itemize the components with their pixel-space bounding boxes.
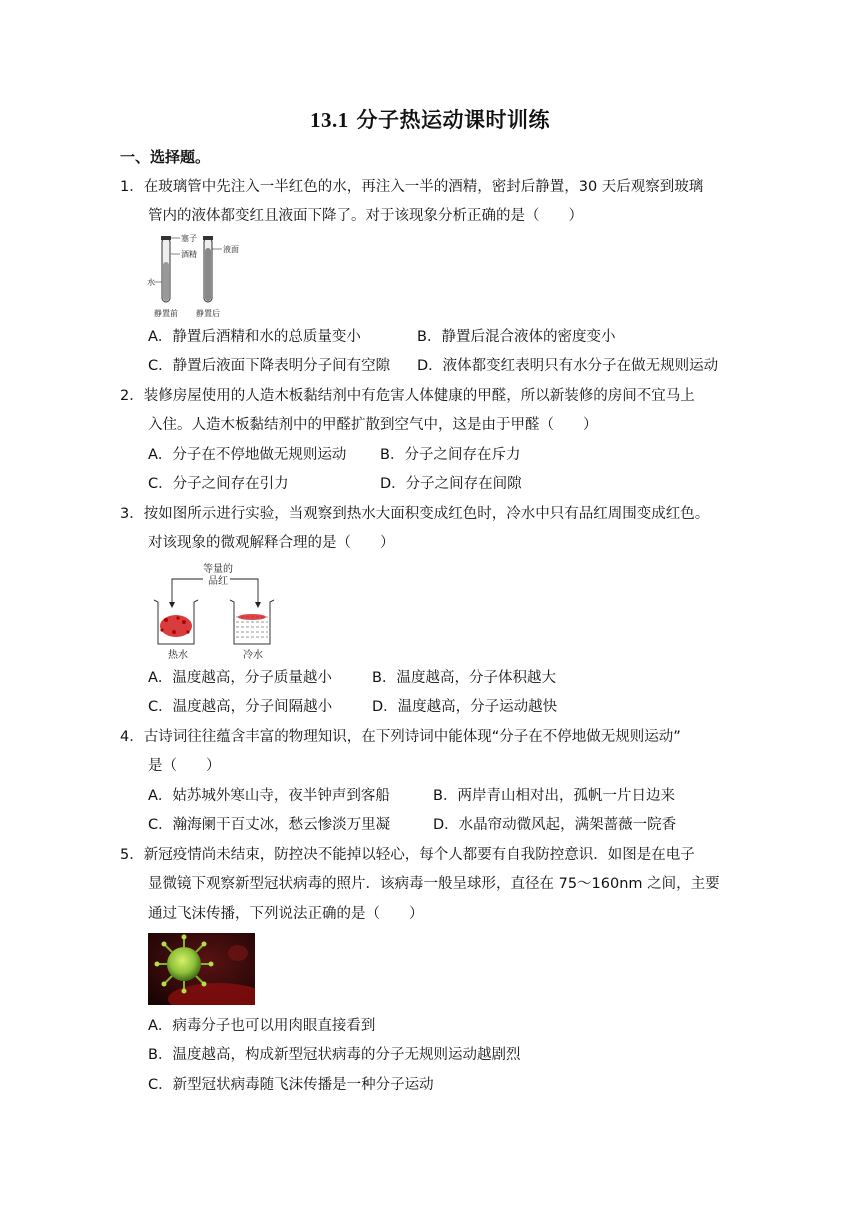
beaker-figure [148,562,288,662]
question-4-option-a: A．姑苏城外寒山寺，夜半钟声到客船 [148,788,390,804]
question-1-stem-line-1: 1．在玻璃管中先注入一半红色的水，再注入一半的酒精，密封后静置，30 天后观察到玻璃 [120,179,704,195]
question-4-option-b: B．两岸青山相对出，孤帆一片日边来 [433,788,675,804]
question-4-stem-line-2: 是（ ） [148,758,221,774]
question-4-option-c: C．瀚海阑干百丈冰，愁云惨淡万里凝 [148,817,391,833]
figure-label: 塞子 [181,234,197,243]
question-3-option-a: A．温度越高，分子质量越小 [148,670,332,686]
question-5-option-b: B．温度越高，构成新型冠状病毒的分子无规则运动越剧烈 [148,1047,521,1063]
hot-water-red-dye [160,615,192,637]
figure-label: 热水 [168,650,188,661]
question-4-option-d: D．水晶帘动微风起，满架蔷薇一院香 [433,817,677,833]
test-tube-figure [146,232,256,322]
figure-label: 静置前 [154,309,178,318]
question-5-stem-line-1: 5．新冠疫情尚未结束，防控决不能掉以轻心，每个人都要有自我防控意识．如图是在电子 [120,847,695,863]
figure-label: 酒精 [181,250,197,259]
question-1-option-d: D．液体都变红表明只有水分子在做无规则运动 [417,358,719,374]
question-1-option-a: A．静置后酒精和水的总质量变小 [148,329,361,345]
question-1-option-c: C．静置后液面下降表明分子间有空隙 [148,358,391,374]
question-3-option-c: C．温度越高，分子间隔越小 [148,699,333,715]
question-2-stem-line-2: 入住。人造木板黏结剂中的甲醛扩散到空气中，这是由于甲醛（ ） [148,417,598,433]
question-1-stem-line-2: 管内的液体都变红且液面下降了。对于该现象分析正确的是（ ） [148,208,583,224]
figure-label: 静置后 [196,309,220,318]
question-5-stem-line-3: 通过飞沫传播，下列说法正确的是（ ） [148,906,424,922]
question-3-option-b: B．温度越高，分子体积越大 [372,670,556,686]
question-1-option-b: B．静置后混合液体的密度变小 [417,329,616,345]
question-4-stem-line-1: 4．古诗词往往蕴含丰富的物理知识，在下列诗词中能体现“分子在不停地做无规则运动” [120,729,681,745]
question-5-option-c: C．新型冠状病毒随飞沫传播是一种分子运动 [148,1077,434,1093]
question-3-stem-line-2: 对该现象的微观解释合理的是（ ） [148,535,395,551]
page-title: 13.1 分子热运动课时训练 [309,107,551,132]
question-2-stem-line-1: 2．装修房屋使用的人造木板黏结剂中有危害人体健康的甲醛，所以新装修的房间不宜马上 [120,388,695,404]
figure-label: 等量的 [203,564,233,575]
question-5-option-a: A．病毒分子也可以用肉眼直接看到 [148,1018,376,1034]
question-2-option-d: D．分子之间存在间隙 [380,476,522,492]
question-3-stem-line-1: 3．按如图所示进行实验，当观察到热水大面积变成红色时，冷水中只有品红周围变成红色。 [120,506,710,522]
figure-label: 液面 [223,245,239,254]
section-heading: 一、选择题。 [120,148,211,166]
figure-label: 品红 [208,576,228,587]
question-3-option-d: D．温度越高，分子运动越快 [372,699,558,715]
question-5-stem-line-2: 显微镜下观察新型冠状病毒的照片．该病毒一般呈球形，直径在 75～160nm 之间，主要 [148,876,720,892]
figure-label: 水 [147,278,155,287]
virus-photo [148,933,255,1005]
question-2-option-c: C．分子之间存在引力 [148,476,289,492]
question-2-option-a: A．分子在不停地做无规则运动 [148,447,347,463]
question-2-option-b: B．分子之间存在斥力 [380,447,521,463]
figure-label: 冷水 [243,650,263,661]
